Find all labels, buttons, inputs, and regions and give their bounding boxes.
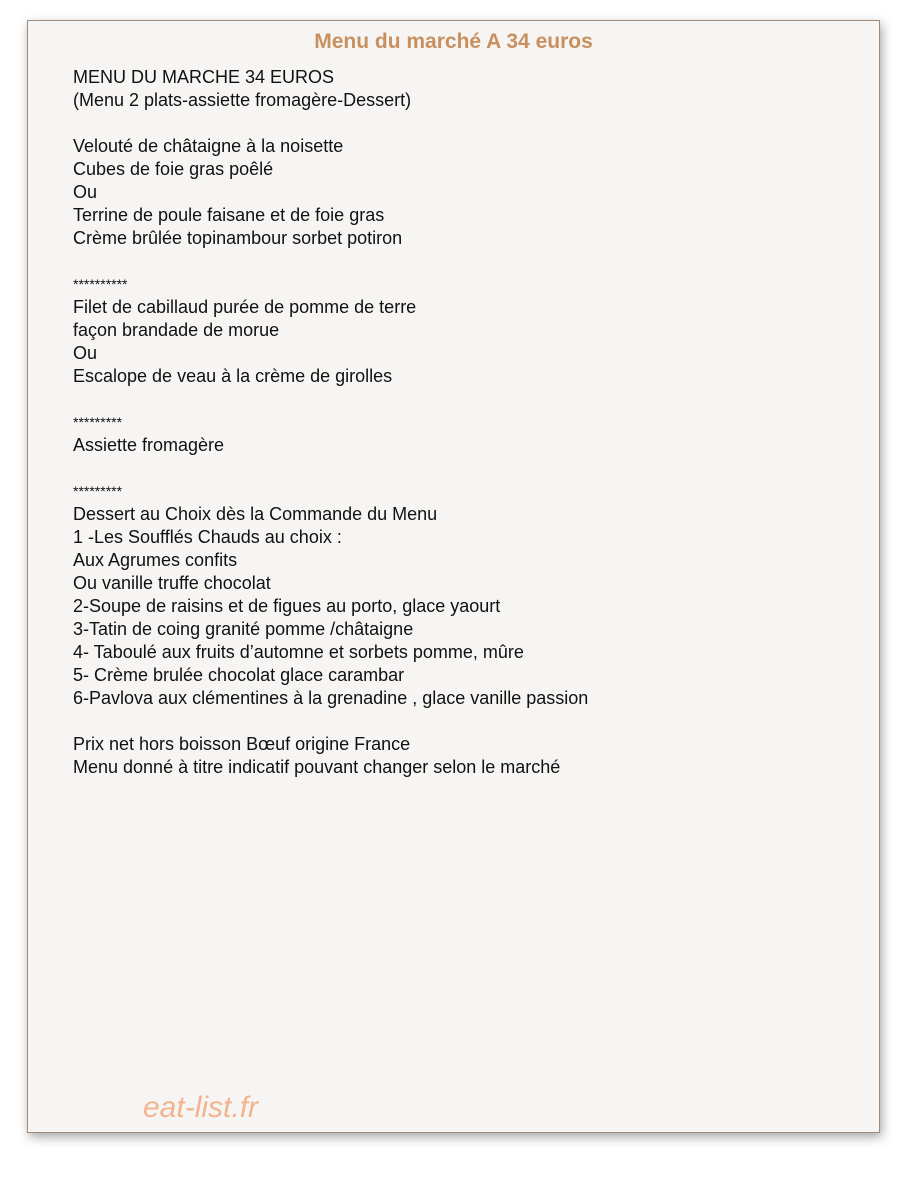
blank-line: [73, 112, 859, 135]
separator-line: *********: [73, 483, 123, 499]
menu-line: Aux Agrumes confits: [73, 550, 238, 570]
page-title: Menu du marché A 34 euros: [314, 30, 593, 53]
menu-line: Ou vanille truffe chocolat: [73, 573, 271, 593]
menu-line: Ou: [73, 182, 98, 202]
menu-line: Ou: [73, 343, 98, 363]
menu-line: Crème brûlée topinambour sorbet potiron: [73, 228, 403, 248]
menu-body: [73, 66, 859, 779]
menu-line: (Menu 2 plats-assiette fromagère-Dessert): [73, 90, 412, 110]
menu-line: 5- Crème brulée chocolat glace carambar: [73, 665, 405, 685]
separator-line: *********: [73, 414, 123, 430]
menu-line: Prix net hors boisson Bœuf origine France: [73, 734, 411, 754]
menu-line: 4- Taboulé aux fruits d’automne et sorbets pomme, mûre: [73, 642, 524, 662]
blank-line: [73, 710, 859, 733]
menu-line: Cubes de foie gras poêlé: [73, 159, 274, 179]
menu-line: 2-Soupe de raisins et de figues au porto, glace yaourt: [73, 596, 501, 616]
watermark: eat-list.fr: [143, 1091, 259, 1124]
menu-line: Terrine de poule faisane et de foie gras: [73, 205, 385, 225]
separator-line: **********: [73, 276, 128, 292]
blank-line: [73, 457, 859, 480]
menu-line: façon brandade de morue: [73, 320, 280, 340]
menu-line: MENU DU MARCHE 34 EUROS: [73, 67, 335, 87]
menu-line: Escalope de veau à la crème de girolles: [73, 366, 393, 386]
menu-card: [27, 20, 880, 1133]
menu-line: Filet de cabillaud purée de pomme de terre: [73, 297, 417, 317]
menu-line: 1 -Les Soufflés Chauds au choix :: [73, 527, 342, 547]
menu-line: Dessert au Choix dès la Commande du Menu: [73, 504, 438, 524]
menu-line: Assiette fromagère: [73, 435, 225, 455]
menu-line: 3-Tatin de coing granité pomme /châtaigne: [73, 619, 414, 639]
blank-line: [73, 250, 859, 273]
menu-line: Menu donné à titre indicatif pouvant changer selon le marché: [73, 757, 561, 777]
blank-line: [73, 388, 859, 411]
menu-line: Velouté de châtaigne à la noisette: [73, 136, 344, 156]
menu-line: 6-Pavlova aux clémentines à la grenadine , glace vanille passion: [73, 688, 589, 708]
